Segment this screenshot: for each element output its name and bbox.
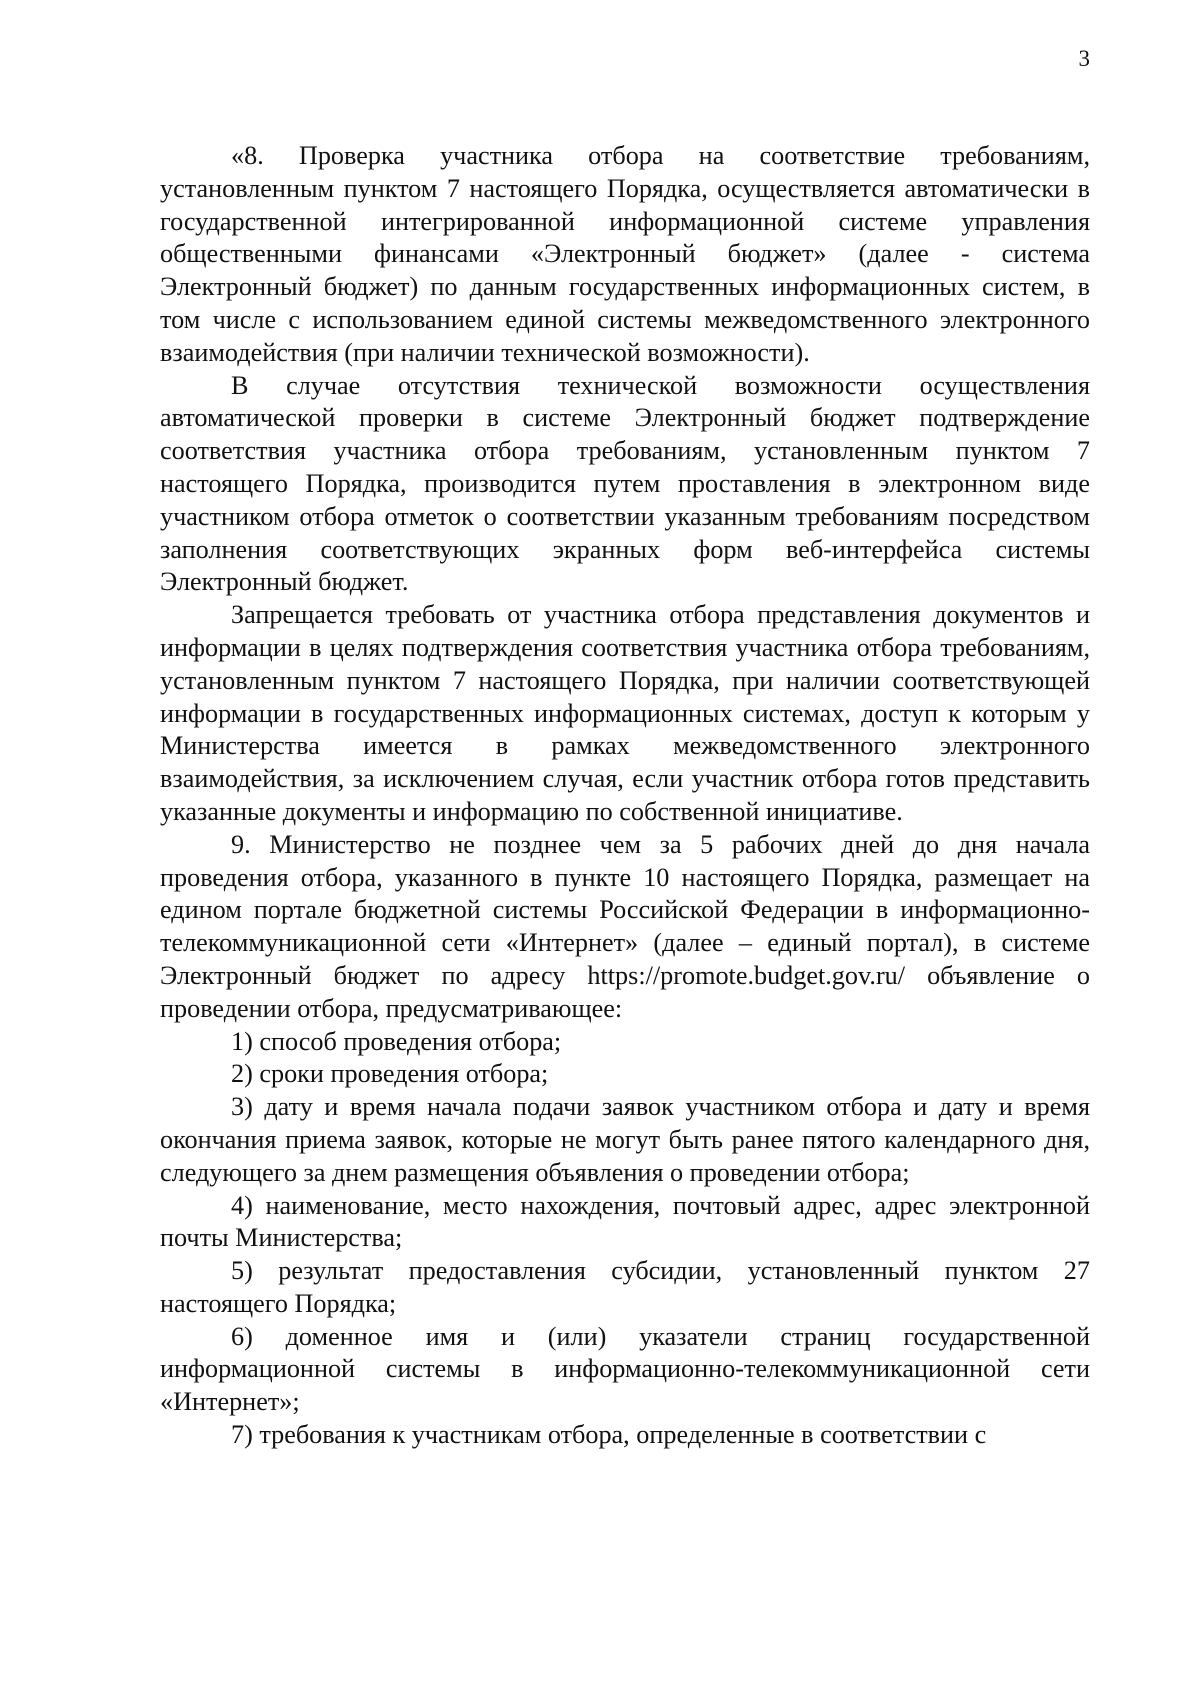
paragraph-item-8-check: «8. Проверка участника отбора на соответствие требованиям, установленным пунктом 7 настоящего Порядка, осуществляется автоматически в государственной интегрированной информационной системе управления общественными финансами «Электронный бюджет» (далее - система Электронный бюджет) по данным государственных информационных систем, в том числе с использованием единой системы межведомственного электронного взаимодействия (при наличии технической возможности). <box>160 141 1090 367</box>
list-item-2: 2) сроки проведения отбора; <box>231 1059 549 1089</box>
page-number: 3 <box>1078 46 1090 71</box>
list-item-6: 6) доменное имя и (или) указатели страниц государственной информационной системы в информационно-телекоммуникационной сети «Интернет»; <box>160 1321 1090 1417</box>
paragraph-item-9-announcement: 9. Министерство не позднее чем за 5 рабочих дней до дня начала проведения отбора, указанного в пункте 10 настоящего Порядка, размещает на едином портале бюджетной системы Российской Федерации в информационно-телекоммуникационной сети «Интернет» (далее – единый портал), в системе Электронный бюджет по адресу https://promote.budget.gov.ru/ объявление о проведении отбора, предусматривающее: <box>160 829 1090 1023</box>
list-item-5: 5) результат предоставления субсидии, установленный пунктом 27 настоящего Порядка; <box>160 1256 1090 1318</box>
paragraph-no-tech-possibility: В случае отсутствия технической возможности осуществления автоматической проверки в системе Электронный бюджет подтверждение соответствия участника отбора требованиям, установленным пунктом 7 настоящего Порядка, производится путем проставления в электронном виде участником отбора отметок о соответствии указанным требованиям посредством заполнения соответствующих экранных форм веб-интерфейса системы Электронный бюджет. <box>160 370 1090 597</box>
document-body <box>160 140 1090 1452</box>
paragraph-prohibition: Запрещается требовать от участника отбора представления документов и информации в целях подтверждения соответствия участника отбора требованиям, установленным пунктом 7 настоящего Порядка, при наличии соответствующей информации в государственных информационных системах, доступ к которым у Министерства имеется в рамках межведомственного электронного взаимодействия, за исключением случая, если участник отбора готов представить указанные документы и информацию по собственной инициативе. <box>160 600 1090 826</box>
list-item-7: 7) требования к участникам отбора, определенные в соответствии с <box>231 1420 987 1450</box>
list-item-4: 4) наименование, место нахождения, почтовый адрес, адрес электронной почты Министерства; <box>160 1190 1090 1253</box>
list-item-1: 1) способ проведения отбора; <box>231 1026 562 1056</box>
list-item-3: 3) дату и время начала подачи заявок участником отбора и дату и время окончания приема заявок, которые не могут быть ранее пятого календарного дня, следующего за днем размещения объявления о проведении отбора; <box>160 1092 1090 1187</box>
